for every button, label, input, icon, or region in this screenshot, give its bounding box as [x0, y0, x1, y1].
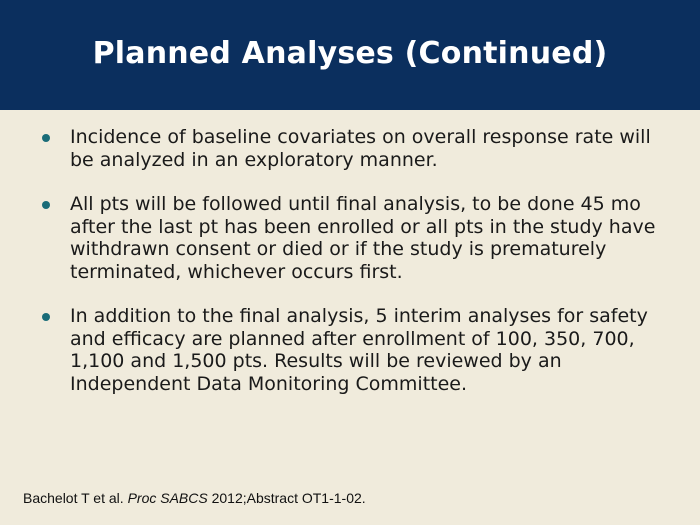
title-bar	[0, 0, 700, 110]
bullet-text: In addition to the final analysis, 5 interim analyses for safety and efficacy are planned after enrollment of 100, 350, 700, 1,100 and 1,500 pts. Results will be reviewed by an Independent Data Monitoring Committee.	[70, 305, 648, 395]
bullet-list	[0, 126, 700, 417]
bullet-dot-icon	[42, 313, 50, 321]
bullet-text: Incidence of baseline covariates on overall response rate will be analyzed in an exploratory manner.	[70, 126, 651, 171]
bullet-item	[0, 193, 700, 283]
bullet-dot-icon	[42, 134, 50, 142]
citation-journal: Proc SABCS	[127, 490, 208, 506]
bullet-dot-icon	[42, 201, 50, 209]
bullet-text: All pts will be followed until final analysis, to be done 45 mo after the last pt has been enrolled or all pts in the study have withdrawn consent or died or if the study is prematurely terminated, whichever occurs first.	[70, 193, 656, 283]
citation-details: 2012;Abstract OT1-1-02.	[211, 490, 366, 506]
citation	[23, 490, 366, 506]
bullet-item	[0, 126, 700, 171]
bullet-item	[0, 305, 700, 395]
slide-title: Planned Analyses (Continued)	[92, 35, 608, 71]
citation-authors: Bachelot T et al.	[23, 490, 124, 506]
